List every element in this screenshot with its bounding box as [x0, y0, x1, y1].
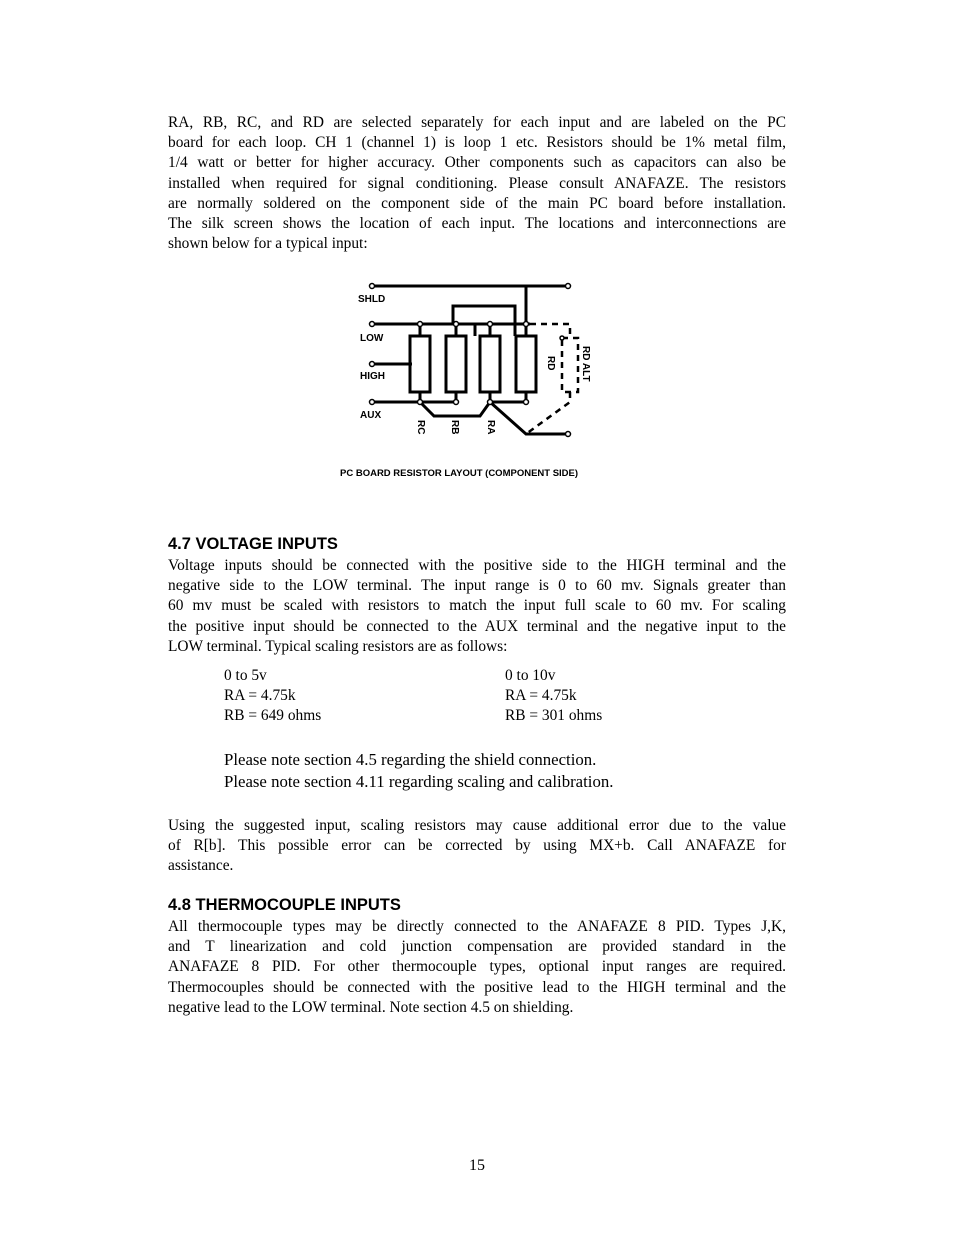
table-cell: RA = 4.75k: [224, 687, 296, 705]
label-high: HIGH: [360, 371, 385, 382]
scaling-table-10v: [505, 666, 602, 727]
table-cell: RA = 4.75k: [505, 687, 577, 705]
text-line: the positive input should be connected to the AUX terminal and the negative input to the: [168, 617, 786, 635]
table-cell: 0 to 10v: [505, 667, 556, 684]
label-rc: RC: [415, 420, 426, 435]
label-rd-alt: RD ALT: [580, 346, 591, 382]
diagram-caption: PC BOARD RESISTOR LAYOUT (COMPONENT SIDE): [340, 468, 579, 479]
text-line: shown below for a typical input:: [168, 235, 368, 253]
text-line: assistance.: [168, 857, 234, 875]
text-line: Voltage inputs should be connected with the positive side to the HIGH terminal and the: [168, 557, 786, 574]
label-rb: RB: [449, 420, 460, 435]
intro-paragraph: [168, 113, 786, 254]
section-heading-voltage: 4.7 VOLTAGE INPUTS: [168, 535, 338, 553]
text-line: RA, RB, RC, and RD are selected separately for each input and are labeled on the PC: [168, 114, 786, 131]
text-line: The silk screen shows the location of each input. The locations and interconnections are: [168, 215, 786, 233]
label-low: LOW: [360, 333, 384, 344]
text-line: and T linearization and cold junction compensation are provided standard in the: [168, 938, 786, 956]
scaling-table-5v: [224, 666, 321, 727]
text-line: of R[b]. This possible error can be corrected by using MX+b. Call ANAFAZE for: [168, 837, 786, 855]
voltage-paragraph: [168, 556, 786, 657]
text-line: Thermocouples should be connected with the positive lead to the HIGH terminal and the: [168, 978, 786, 996]
page-number: 15: [469, 1157, 485, 1174]
table-cell: RB = 649 ohms: [224, 707, 322, 725]
note-line: Please note section 4.5 regarding the shield connection.: [224, 750, 597, 769]
text-line: board for each loop. CH 1 (channel 1) is loop 1 etc. Resistors should be 1% metal film,: [168, 134, 786, 152]
label-rd: RD: [545, 356, 556, 371]
resistor-layout-diagram: [330, 270, 630, 490]
label-shld: SHLD: [358, 294, 386, 305]
text-line: are normally soldered on the component side of the main PC board before installation.: [168, 194, 786, 212]
notes-block: [224, 749, 613, 793]
text-line: LOW terminal. Typical scaling resistors are as follows:: [168, 637, 508, 655]
text-line: 1/4 watt or better for higher accuracy. Other components such as capacitors can also be: [168, 154, 786, 172]
text-line: negative side to the LOW terminal. The input range is 0 to 60 mv. Signals greater than: [168, 577, 786, 595]
table-cell: 0 to 5v: [224, 667, 267, 684]
text-line: negative lead to the LOW terminal. Note section 4.5 on shielding.: [168, 998, 574, 1016]
text-line: All thermocouple types may be directly connected to the ANAFAZE 8 PID. Types J,K,: [168, 918, 786, 935]
text-line: Using the suggested input, scaling resistors may cause additional error due to the value: [168, 817, 786, 834]
section-heading-thermocouple: 4.8 THERMOCOUPLE INPUTS: [168, 896, 401, 914]
note-line: Please note section 4.11 regarding scaling and calibration.: [224, 772, 614, 791]
label-ra: RA: [485, 420, 496, 435]
table-cell: RB = 301 ohms: [505, 707, 603, 725]
label-aux: AUX: [360, 410, 382, 421]
text-line: ANAFAZE 8 PID. For other thermocouple types, optional input ranges are required.: [168, 958, 786, 976]
text-line: installed when required for signal conditioning. Please consult ANAFAZE. The resistors: [168, 174, 786, 192]
scaling-error-paragraph: [168, 816, 786, 877]
thermocouple-paragraph: [168, 917, 786, 1018]
text-line: 60 mv must be scaled with resistors to match the input full scale to 60 mv. For scaling: [168, 597, 786, 615]
